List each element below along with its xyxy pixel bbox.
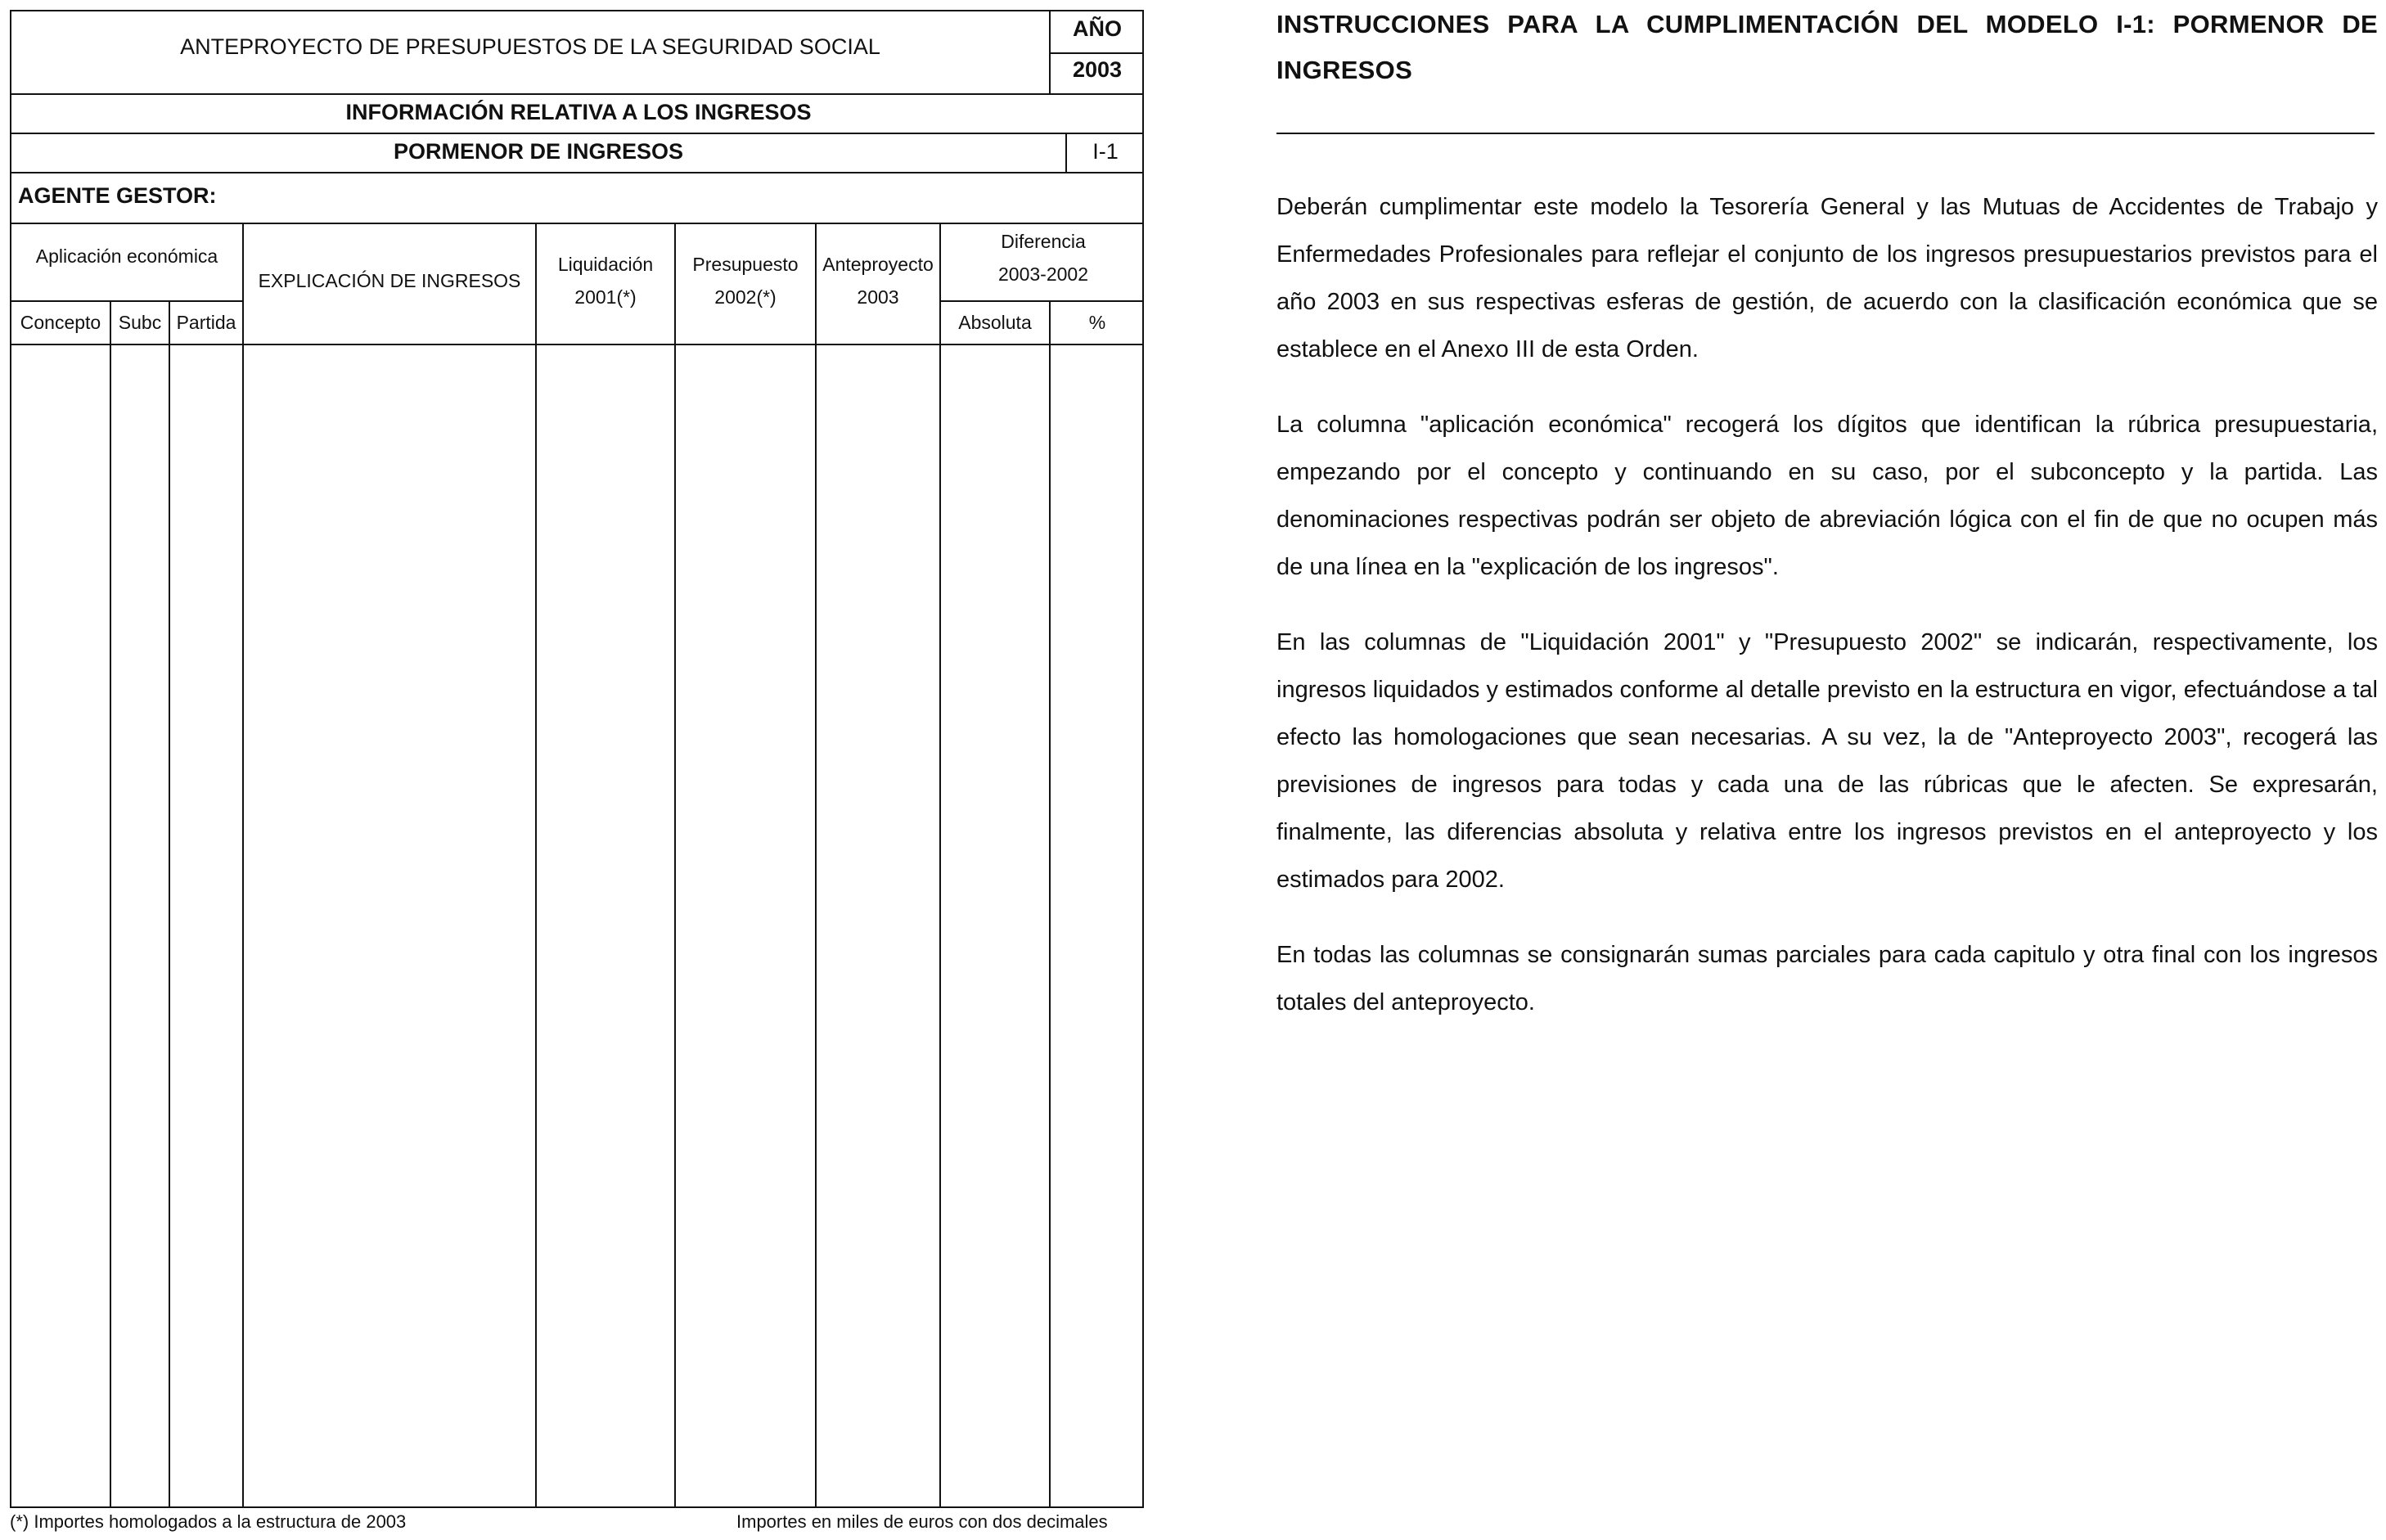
instructions-paragraph: La columna "aplicación económica" recogerá los dígitos que identifican la rúbrica presupuestaria, empezando por el concepto y continuando en su caso, por el subconcepto y la partida. Las denominaciones respectivas podrán ser objeto de abreviación lógica con el fin de que no ocupen más de una línea en la "explicación de los ingresos". [1276,412,2378,580]
column-divider [169,300,170,1506]
col-liquidacion: Liquidación [557,254,654,275]
instructions-panel [1276,0,2378,1026]
divider [11,172,1142,173]
title-rule [1276,133,2375,134]
footnote-homologados: (*) Importes homologados a la estructura de 2003 [10,1511,407,1532]
divider [11,93,1142,95]
col-absoluta: Absoluta [958,312,1032,333]
column-divider [815,223,817,1506]
divider [1049,52,1142,54]
col-subc: Subc [118,312,162,333]
instructions-paragraph: Deberán cumplimentar este modelo la Tesorería General y las Mutuas de Accidentes de Trabajo y Enfermedades Profesionales para reflejar el conjunto de los ingresos presupuestarios previstos para el año 2003 en sus respectivas esferas de gestión, de acuerdo con la clasificación económica que se establece en el Anexo III de esta Orden. [1276,194,2378,362]
divider [11,344,1142,345]
subsection-title: PORMENOR DE INGRESOS [393,139,684,164]
section-title: INFORMACIÓN RELATIVA A LOS INGRESOS [345,100,812,124]
col-concepto: Concepto [20,312,101,333]
income-detail-form [10,10,1144,1508]
col-presupuesto: Presupuesto [692,254,799,275]
instructions-title: INSTRUCCIONES PARA LA CUMPLIMENTACIÓN DEL MODELO I-1: PORMENOR DE INGRESOS [1276,10,2378,84]
form-title: ANTEPROYECTO DE PRESUPUESTOS DE LA SEGURIDAD SOCIAL [180,34,880,59]
model-code: I-1 [1092,139,1119,164]
column-divider [535,223,537,1506]
col-anteproyecto: Anteproyecto [822,254,934,275]
col-diferencia: Diferencia [1001,231,1086,252]
col-aplicacion-economica: Aplicación económica [35,245,218,267]
footnote-units: Importes en miles de euros con dos decimales [736,1511,1108,1532]
year-value: 2003 [1072,57,1123,82]
col-anteproyecto-year: 2003 [857,286,899,308]
col-porcentaje: % [1088,312,1106,333]
instructions-paragraph: En las columnas de "Liquidación 2001" y "Presupuesto 2002" se indicarán, respectivamente, los ingresos liquidados y estimados conforme al detalle previsto en la estructura en vigor, efectuándose a tal efecto las homologaciones que sean necesarias. A su vez, la de "Anteproyecto 2003", recogerá las previsiones de ingresos para todas y cada una de las rúbricas que le afecten. Se expresarán, finalmente, las diferencias absoluta y relativa entre los ingresos previstos en el anteproyecto y los estimados para 2002. [1276,629,2378,893]
column-divider [674,223,676,1506]
col-diferencia-range: 2003-2002 [998,263,1088,285]
column-divider [1049,300,1051,1506]
divider [11,223,1142,224]
year-label: AÑO [1073,16,1122,41]
col-explicacion: EXPLICACIÓN DE INGRESOS [258,270,521,291]
divider [11,300,244,302]
column-divider [939,223,941,1506]
col-presupuesto-year: 2002(*) [714,286,777,308]
divider [941,300,1142,302]
column-divider [242,223,244,1506]
col-partida: Partida [176,312,236,333]
agent-label: AGENTE GESTOR: [18,183,217,208]
divider [11,133,1142,134]
col-liquidacion-year: 2001(*) [574,286,637,308]
instructions-paragraph: En todas las columnas se consignarán sumas parciales para cada capitulo y otra final con los ingresos totales del anteproyecto. [1276,942,2378,1015]
column-divider [110,300,111,1506]
